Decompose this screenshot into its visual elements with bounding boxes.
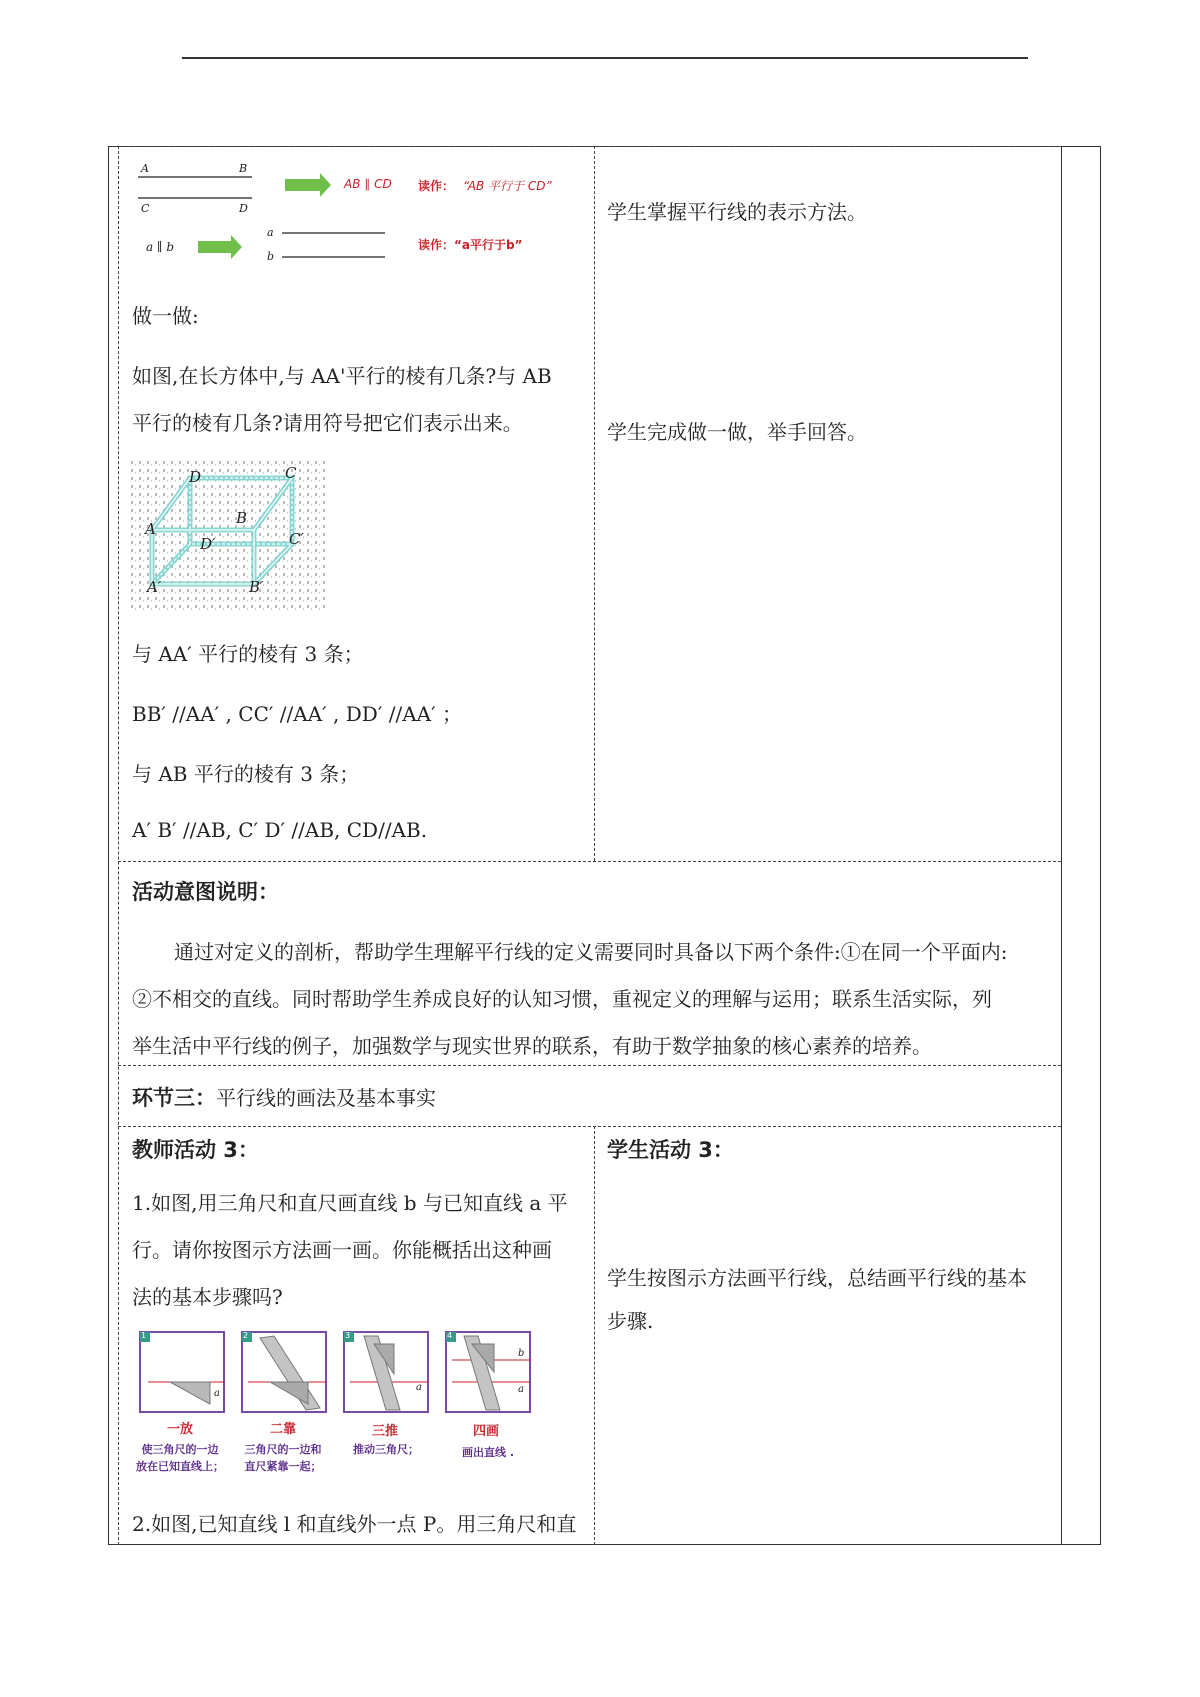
student3-line2: 步骤. [607, 1309, 654, 1333]
intent-line-2: ②不相交的直线。同时帮助学生养成良好的认知习惯，重视定义的理解与运用；联系生活实际，列 [132, 987, 992, 1011]
cube-label-Dprime: D′ [200, 535, 216, 553]
svg-text:a: a [416, 1382, 422, 1393]
label-C: C [141, 202, 150, 215]
cube-label-C: C [285, 464, 297, 482]
teacher3-q1-line2: 行。请你按图示方法画一画。你能概括出这种画 [132, 1238, 552, 1262]
step-label-1: 一放 [166, 1422, 193, 1437]
col-left-border [118, 146, 119, 1545]
cube-label-Bprime: B′ [249, 578, 264, 596]
col-divider-top [594, 146, 595, 861]
cube-label-D: D [189, 468, 202, 486]
cube-label-Aprime: A′ [147, 578, 162, 596]
step-desc-1a: 使三角尺的一边 [141, 1443, 219, 1456]
step-desc-3a: 推动三角尺； [353, 1443, 419, 1456]
label-A: A [141, 162, 149, 175]
answer-line-3: 与 AB 平行的棱有 3 条； [132, 762, 360, 786]
intent-line-1: 通过对定义的剖析，帮助学生理解平行线的定义需要同时具备以下两个条件:①在同一个平面内: [174, 940, 1008, 964]
notation-a-b: a ∥ b [146, 240, 175, 254]
step-desc-4a: 画出直线 . [461, 1446, 514, 1459]
step-num-1: 1 [141, 1331, 147, 1340]
cube-label-Cprime: C′ [289, 530, 304, 548]
svg-text:a: a [214, 1388, 220, 1399]
answer-line-4: A′ B′ //AB, C′ D′ //AB, CD//AB. [132, 818, 428, 842]
intent-line-3: 举生活中平行线的例子，加强数学与现实世界的联系，有助于数学抽象的核心素养的培养。 [132, 1034, 932, 1058]
step-label-3: 三推 [371, 1424, 398, 1439]
table-margin-column-rule [1061, 146, 1062, 1545]
step-panel-1 [140, 1332, 224, 1412]
student3-line1: 学生按图示方法画平行线，总结画平行线的基本 [607, 1266, 1027, 1290]
label-D: D [239, 202, 248, 215]
row-top-border [118, 146, 1061, 147]
step-desc-2a: 三角尺的一边和 [244, 1443, 322, 1456]
arrow-icon [198, 235, 242, 259]
student-note-2: 学生完成做一做，举手回答。 [607, 420, 867, 444]
section3-title [132, 1082, 436, 1112]
step-desc-2b: 直尺紧靠一起； [244, 1460, 322, 1473]
svg-text:b: b [518, 1348, 525, 1359]
student3-title: 学生活动 3： [607, 1138, 734, 1162]
question-line-2: 平行的棱有几条?请用符号把它们表示出来。 [132, 411, 523, 435]
teacher3-q2-line1: 2.如图,已知直线 l 和直线外一点 P。用三角尺和直 [132, 1512, 577, 1536]
step-num-4: 4 [447, 1331, 453, 1340]
teacher3-q1-line3: 法的基本步骤吗? [132, 1285, 283, 1309]
read-2: 读作：“a平行于b” [418, 238, 523, 252]
read-quote-1: “AB 平行于 CD” [463, 179, 552, 193]
step-panel-3 [344, 1332, 428, 1412]
arrow-icon [285, 173, 331, 197]
question-line-1: 如图,在长方体中,与 AA'平行的棱有几条?与 AB [132, 364, 552, 388]
student-note-1: 学生掌握平行线的表示方法。 [607, 200, 867, 224]
row-divider-3 [118, 1126, 1061, 1127]
step-desc-1b: 放在已知直线上； [136, 1460, 224, 1473]
answer-line-1: 与 AA′ 平行的棱有 3 条； [132, 642, 364, 666]
svg-text:a: a [518, 1384, 524, 1395]
notation-ab-cd: AB ∥ CD [344, 177, 392, 191]
step-label-4: 四画 [472, 1424, 499, 1439]
col-divider-bottom [594, 1126, 595, 1545]
drawing-steps-svg [138, 1330, 538, 1420]
label-B: B [239, 162, 248, 175]
read-prefix-1: 读作： [418, 179, 455, 193]
header-rule [182, 57, 1028, 59]
row-divider-1 [118, 861, 1061, 862]
teacher3-title: 教师活动 3： [132, 1138, 259, 1162]
section3-title-rest: 平行线的画法及基本事实 [216, 1086, 436, 1110]
section3-title-bold: 环节三： [132, 1086, 216, 1110]
step-panel-4 [446, 1332, 530, 1412]
do-title: 做一做: [132, 304, 199, 328]
step-num-2: 2 [243, 1331, 249, 1340]
step-label-2: 二靠 [269, 1422, 296, 1437]
intent-title: 活动意图说明： [132, 880, 279, 904]
cube-label-B: B [236, 509, 248, 527]
row-divider-2 [118, 1065, 1061, 1066]
step-panel-2 [242, 1332, 326, 1412]
step-num-3: 3 [345, 1331, 351, 1340]
label-b: b [267, 250, 275, 263]
answer-line-2: BB′ //AA′ , CC′ //AA′ , DD′ //AA′ ； [132, 702, 462, 726]
label-a: a [267, 226, 274, 239]
cube-label-A: A [145, 520, 156, 538]
teacher3-q1-line1: 1.如图,用三角尺和直尺画直线 b 与已知直线 a 平 [132, 1191, 568, 1215]
